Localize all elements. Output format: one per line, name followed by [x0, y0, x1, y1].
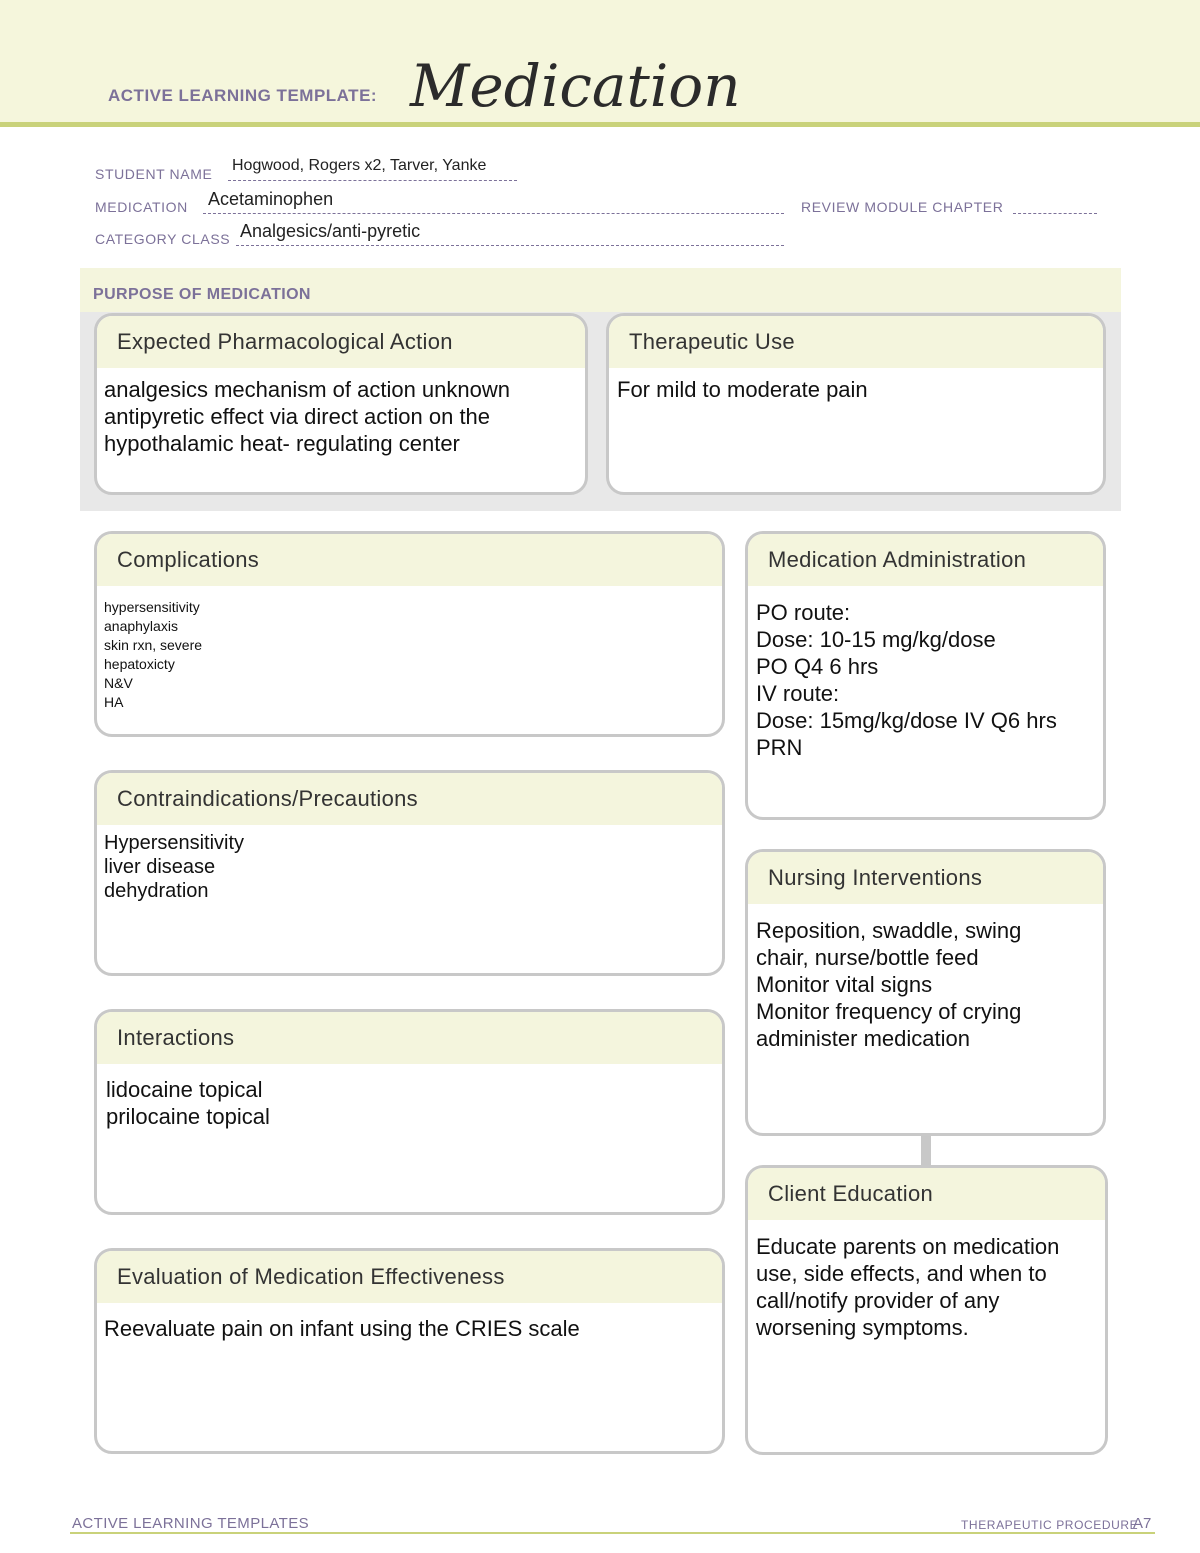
footer-left-text: ACTIVE LEARNING TEMPLATES: [72, 1515, 309, 1532]
expected-action-text[interactable]: analgesics mechanism of action unknown antipyretic effect via direct action on the hypothalamic heat- regulating center: [104, 377, 511, 456]
medication-administration-box: [745, 531, 1106, 820]
footer-right-text: THERAPEUTIC PROCEDURE: [961, 1518, 1139, 1532]
medication-line: [203, 213, 784, 214]
connector: [921, 1134, 931, 1166]
header-label: ACTIVE LEARNING TEMPLATE:: [108, 86, 378, 105]
interactions-box: [94, 1009, 725, 1215]
purpose-label: PURPOSE OF MEDICATION: [93, 286, 311, 303]
complications-box: [94, 531, 725, 737]
evaluation-title: Evaluation of Medication Effectiveness: [97, 1251, 722, 1303]
client-education-box: [745, 1165, 1108, 1455]
category-class-label: CATEGORY CLASS: [95, 231, 231, 247]
nursing-interventions-box: [745, 849, 1106, 1136]
page-title: Medication: [410, 52, 741, 120]
evaluation-box: [94, 1248, 725, 1454]
contraindications-box: [94, 770, 725, 976]
review-module-label: REVIEW MODULE CHAPTER: [801, 199, 1004, 215]
expected-action-box: [94, 313, 588, 495]
review-module-line[interactable]: [1013, 213, 1097, 214]
medication-administration-title: Medication Administration: [748, 534, 1103, 586]
complications-title: Complications: [97, 534, 722, 586]
medication-field[interactable]: Acetaminophen: [208, 189, 334, 209]
complications-text[interactable]: hypersensitivity anaphylaxis skin rxn, severe hepatoxicty N&V HA: [104, 599, 203, 710]
nursing-interventions-text[interactable]: Reposition, swaddle, swing chair, nurse/bottle feed Monitor vital signs Monitor frequency of crying administer medication: [756, 918, 1022, 1051]
student-name-field[interactable]: Hogwood, Rogers x2, Tarver, Yanke: [232, 157, 487, 174]
client-education-text[interactable]: Educate parents on medication use, side effects, and when to call/notify provider of any worsening symptoms.: [756, 1234, 1060, 1340]
category-class-line: [236, 245, 784, 246]
category-class-field[interactable]: Analgesics/anti-pyretic: [240, 221, 421, 241]
contraindications-text[interactable]: Hypersensitivity liver disease dehydration: [104, 832, 245, 902]
nursing-interventions-title: Nursing Interventions: [748, 852, 1103, 904]
footer-rule: [70, 1532, 1155, 1534]
interactions-title: Interactions: [97, 1012, 722, 1064]
client-education-title: Client Education: [748, 1168, 1105, 1220]
contraindications-title: Contraindications/Precautions: [97, 773, 722, 825]
medication-label: MEDICATION: [95, 199, 188, 215]
therapeutic-use-title: Therapeutic Use: [609, 316, 1103, 368]
interactions-text[interactable]: lidocaine topical prilocaine topical: [106, 1077, 270, 1129]
expected-action-title: Expected Pharmacological Action: [97, 316, 585, 368]
medication-administration-text[interactable]: PO route: Dose: 10-15 mg/kg/dose PO Q4 6 hrs IV route: Dose: 15mg/kg/dose IV Q6 hrs PRN: [756, 600, 1057, 760]
therapeutic-use-text[interactable]: For mild to moderate pain: [617, 377, 868, 402]
therapeutic-use-box: [606, 313, 1106, 495]
student-name-line: [228, 180, 517, 181]
footer-page-code: A7: [1133, 1515, 1152, 1532]
student-name-label: STUDENT NAME: [95, 166, 213, 182]
evaluation-text[interactable]: Reevaluate pain on infant using the CRIES scale: [104, 1316, 580, 1341]
